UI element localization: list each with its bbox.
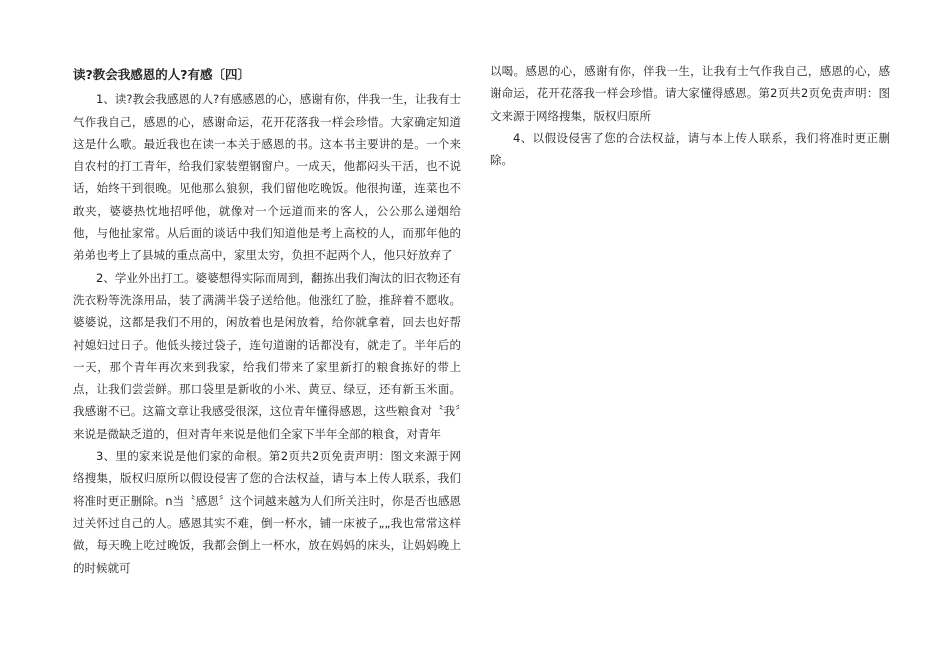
paragraph-2: 2、学业外出打工。婆婆想得实际而周到，翻拣出我们淘汰的旧衣物还有洗衣粉等洗涤用品，装了满满半袋子送给他。他涨红了脸，推辞着不愿收。婆婆说，这都是我们不用的，闲放着也是闲放着，给你就拿着，回去也好帮衬媳妇过日子。他低头接过袋子，连句道谢的话都没有，就走了。半年后的一天，那个青年再次来到我家，给我们带来了家里新打的粮食拣好的带上点，让我们尝尝鲜。那口袋里是新收的小米、黄豆、绿豆，还有新玉米面。我感谢不已。这篇文章让我感受很深，这位青年懂得感恩，这些粮食对〝我〞来说是微缺乏道的，但对青年来说是他们全家下半年全部的粮食，对青年 <box>73 270 461 441</box>
left-column <box>73 60 461 579</box>
paragraph-1: 1、读?教会我感恩的人?有感感恩的心，感谢有你，伴我一生，让我有士气作我自己，感恩的心，感谢命运，花开花落我一样会珍惜。大家确定知道这是什么歌。最近我也在读一本关于感恩的书。这本书主要讲的是。一个来自农村的打工青年，给我们家装塑钢窗户。一成天，他都闷头干活，也不说话，始终干到很晚。见他那么狼狈，我们留他吃晚饭。他很拘谨，连菜也不敢夹，婆婆热忱地招呼他，就像对一个远道而来的客人，公公那么递烟给他，与他扯家常。从后面的谈话中我们知道他是考上高校的人，而那年他的弟弟也考上了县城的重点高中，家里太穷，负担不起两个人，他只好放弃了 <box>73 92 461 263</box>
paragraph-3-continued: 以喝。感恩的心，感谢有你，伴我一生，让我有士气作我自己，感恩的心，感谢命运，花开花落我一样会珍惜。请大家懂得感恩。第2页共2页免责声明：图文来源于网络搜集，版权归原所 <box>490 64 890 123</box>
document-title: 读?教会我感恩的人?有感〔四〕 <box>73 67 251 82</box>
right-column <box>490 60 890 171</box>
paragraph-4: 4、以假设侵害了您的合法权益，请与本上传人联系，我们将准时更正删除。 <box>490 130 890 168</box>
paragraph-3: 3、里的家来说是他们家的命根。第2页共2页免责声明：图文来源于网络搜集，版权归原所以假设侵害了您的合法权益，请与本上传人联系，我们将准时更正删除。n当〝感恩〞这个词越来越为人们所关注时，你是否也感恩过关怀过自己的人。感恩其实不难，倒一杯水，铺一床被子„„我也常常这样做，每天晚上吃过晚饭，我都会倒上一杯水，放在妈妈的床头，让妈妈晚上的时候就可 <box>73 449 461 575</box>
